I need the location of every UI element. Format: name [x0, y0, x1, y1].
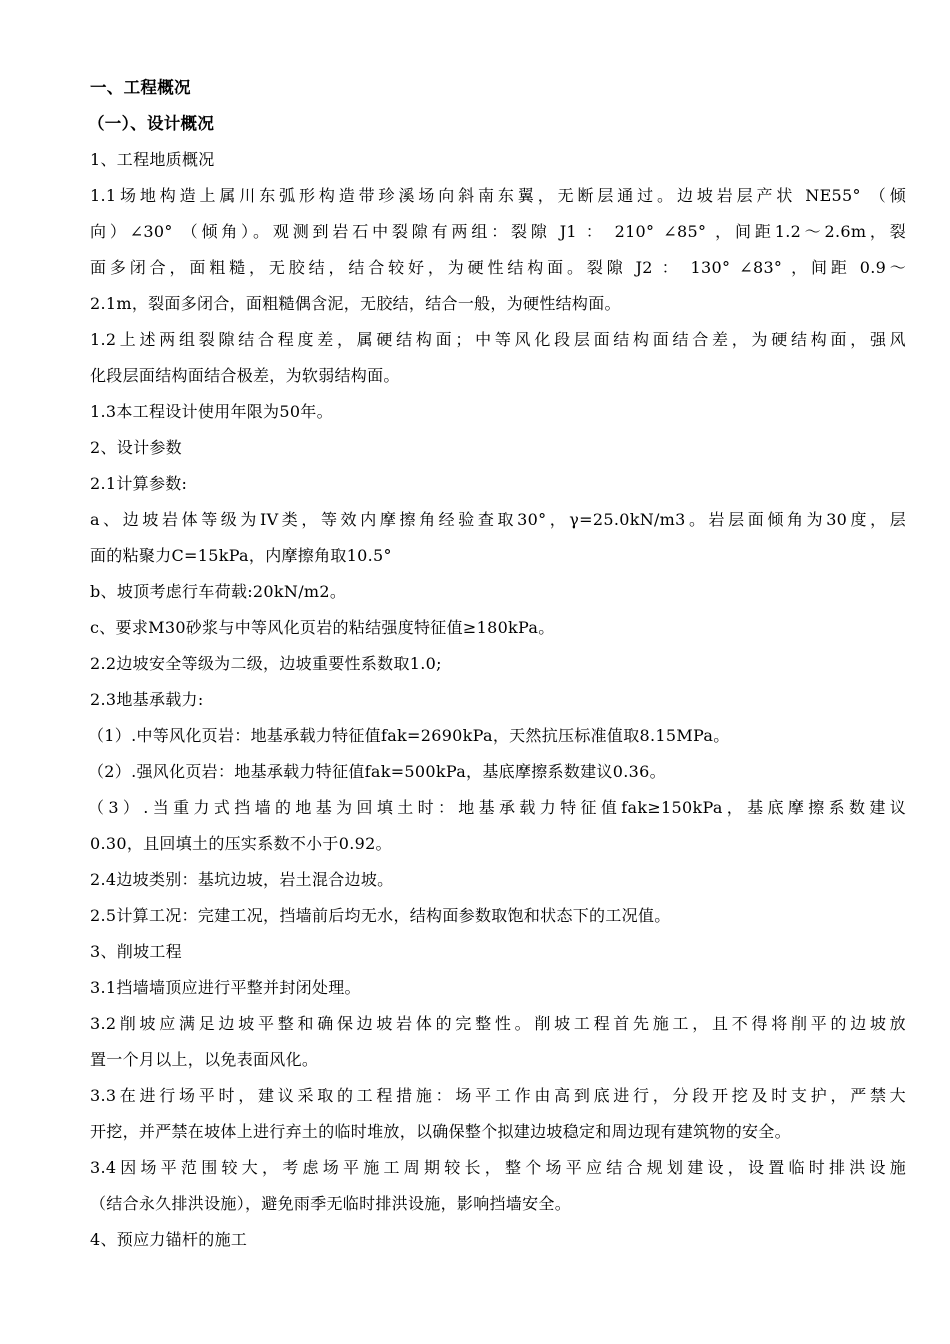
para-1-2-line-1: 1.2上述两组裂隙结合程度差，属硬结构面；中等风化段层面结构面结合差，为硬结构面，强风: [90, 330, 906, 349]
para-3-3-line-1: 3.3在进行场平时，建议采取的工程措施：场平工作由高到底进行，分段开挖及时支护，严禁大: [90, 1086, 906, 1105]
para-3-4-line-1: 3.4因场平范围较大，考虑场平施工周期较长，整个场平应结合规划建设，设置临时排洪设施: [90, 1158, 906, 1177]
heading-slope-cutting: 3、削坡工程: [90, 942, 182, 961]
para-1-1-line-1: 1.1场地构造上属川东弧形构造带珍溪场向斜南东翼，无断层通过。边坡岩层产状 NE55° （倾: [90, 186, 906, 205]
para-1-1-line-4: 2.1m，裂面多闭合，面粗糙偶含泥，无胶结，结合一般，为硬性结构面。: [90, 294, 621, 313]
para-b: b、坡顶考虑行车荷载:20kN/m2。: [90, 582, 347, 601]
para-3-1: 3.1挡墙墙顶应进行平整并封闭处理。: [90, 978, 361, 997]
para-2-1: 2.1计算参数:: [90, 474, 188, 493]
para-3-2-line-1: 3.2削坡应满足边坡平整和确保边坡岩体的完整性。削坡工程首先施工，且不得将削平的边坡放: [90, 1014, 906, 1033]
para-2-3-3-line-1: （3）.当重力式挡墙的地基为回填土时：地基承载力特征值fak≥150kPa，基底摩擦系数建议: [88, 798, 906, 817]
para-2-4: 2.4边坡类别：基坑边坡，岩土混合边坡。: [90, 870, 394, 889]
para-3-2-line-2: 置一个月以上，以免表面风化。: [90, 1050, 319, 1069]
para-2-3-1: （1）.中等风化页岩：地基承载力特征值fak=2690kPa，天然抗压标准值取8.15MPa。: [88, 726, 730, 745]
heading-geology: 1、工程地质概况: [90, 150, 215, 169]
para-2-3: 2.3地基承载力:: [90, 690, 204, 709]
para-2-3-2: （2）.强风化页岩：地基承载力特征值fak=500kPa，基底摩擦系数建议0.36。: [88, 762, 666, 781]
para-1-1-line-2: 向）∠30° （倾角）。观测到岩石中裂隙有两组：裂隙 J1 ： 210° ∠85° ，间距1.2～2.6m，裂: [90, 222, 906, 241]
para-1-3: 1.3本工程设计使用年限为50年。: [90, 402, 333, 421]
para-2-2: 2.2边坡安全等级为二级，边坡重要性系数取1.0;: [90, 654, 442, 673]
para-a-line-2: 面的粘聚力C=15kPa，内摩擦角取10.5°: [90, 546, 392, 565]
para-1-2-line-2: 化段层面结构面结合极差，为软弱结构面。: [90, 366, 400, 385]
para-3-3-line-2: 开挖，并严禁在坡体上进行弃土的临时堆放，以确保整个拟建边坡稳定和周边现有建筑物的安全。: [90, 1122, 791, 1141]
para-a-line-1: a、边坡岩体等级为IV类，等效内摩擦角经验查取30°，γ=25.0kN/m3。岩层面倾角为30度，层: [90, 510, 906, 529]
heading-design-params: 2、设计参数: [90, 438, 182, 457]
document-page: [90, 70, 906, 1258]
para-2-5: 2.5计算工况：完建工况，挡墙前后均无水，结构面参数取饱和状态下的工况值。: [90, 906, 671, 925]
heading-prestressed-anchor: 4、预应力锚杆的施工: [90, 1230, 248, 1249]
para-2-3-3-line-2: 0.30，且回填土的压实系数不小于0.92。: [90, 834, 392, 853]
para-c: c、要求M30砂浆与中等风化页岩的粘结强度特征值≥180kPa。: [90, 618, 555, 637]
para-1-1-line-3: 面多闭合，面粗糙，无胶结，结合较好，为硬性结构面。裂隙 J2 ： 130° ∠83° ，间距 0.9～: [90, 258, 906, 277]
subsection-heading-design: （一）、设计概况: [88, 114, 215, 133]
para-3-4-line-2: （结合永久排洪设施），避免雨季无临时排洪设施，影响挡墙安全。: [90, 1194, 572, 1213]
section-heading-overview: 一、工程概况: [90, 78, 191, 97]
